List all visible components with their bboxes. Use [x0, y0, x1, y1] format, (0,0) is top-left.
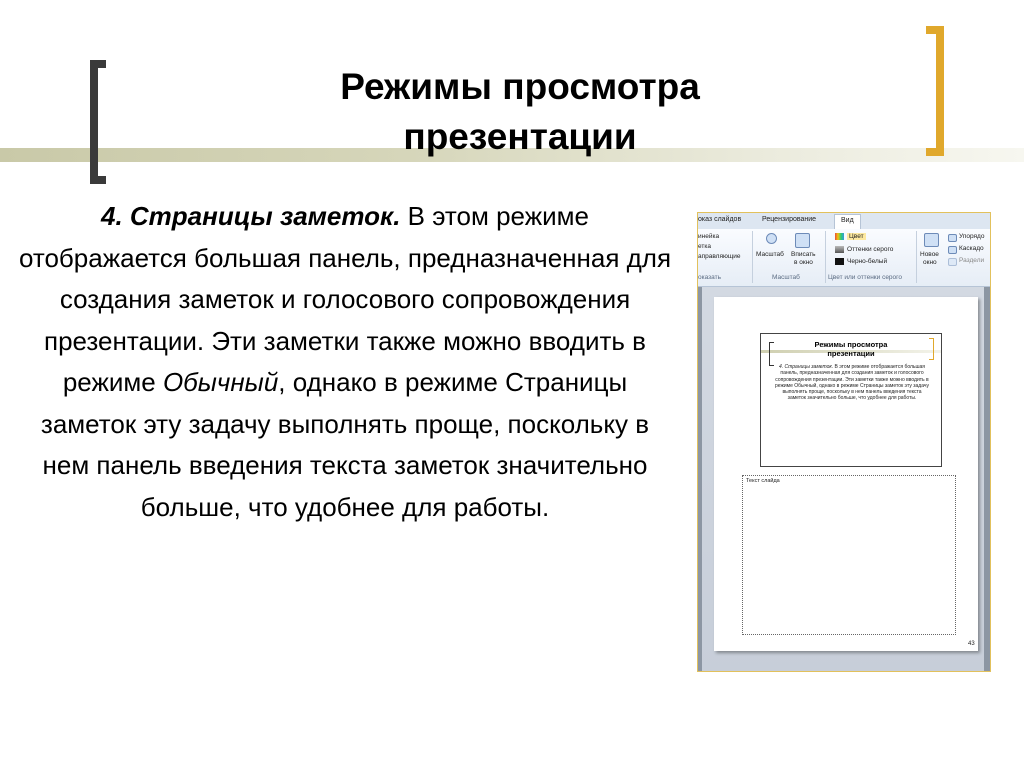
slide-title-line1: Режимы просмотра: [340, 66, 700, 107]
zoom-label: Масштаб: [756, 251, 784, 258]
arrange-all-option[interactable]: Упорядо: [959, 233, 985, 240]
ribbon-tabs: [698, 213, 991, 230]
color-group-label: Цвет или оттенки серого: [828, 274, 903, 281]
mini-slide-title: [785, 340, 917, 358]
cascade-icon: [948, 246, 957, 254]
tab-review[interactable]: Рецензирование: [762, 216, 817, 223]
body-lead: 4. Страницы заметок.: [101, 201, 401, 231]
notes-view-screenshot: [697, 212, 991, 672]
ribbon-separator: [752, 231, 753, 283]
fit-label-2: в окно: [794, 259, 813, 266]
body-end: , однако в режиме Страницы заметок эту задачу выполнять проще, поскольку в нем панель введения текста заметок значительно больше, что удобнее для работы.: [40, 367, 650, 522]
mini-right-bracket: [929, 338, 934, 360]
slide-title-line2: презентации: [403, 116, 637, 157]
body-emphasis: Обычный: [162, 367, 279, 397]
show-group-label: оказать: [698, 274, 721, 281]
notes-page-canvas: [698, 287, 991, 672]
new-window-icon[interactable]: [924, 233, 939, 247]
ribbon-separator: [825, 231, 826, 283]
slide-body-text: [14, 196, 676, 528]
guides-checkbox[interactable]: аправляющие: [698, 253, 741, 260]
mini-title-line2: презентации: [827, 349, 875, 358]
zoom-group-label: Масштаб: [772, 274, 800, 281]
mini-body-text: В этом режиме отображается большая панель, предназначенная для создания заметок и голосового сопровождения презентации. Эти заметки также можно вводить в режиме Обычный, однако в режиме Страницы заметок эту задачу выполнять проще, поскольку в нем панель введения текста заметок значительно больше, что удобнее для работы.: [775, 364, 929, 402]
tab-slide-show[interactable]: оказ слайдов: [698, 216, 742, 223]
notes-page: [714, 297, 978, 651]
left-bracket-decoration: [90, 60, 106, 184]
notes-text-area[interactable]: [742, 475, 956, 635]
mini-left-bracket: [769, 342, 774, 366]
black-white-icon: [835, 258, 844, 265]
mini-slide-body: [773, 364, 931, 402]
page-number: 43: [968, 641, 975, 647]
arrange-all-icon: [948, 234, 957, 242]
mini-lead: 4. Страницы заметок.: [778, 364, 834, 370]
grayscale-icon: [835, 246, 844, 253]
mini-title-line1: Режимы просмотра: [814, 340, 888, 349]
grid-checkbox[interactable]: етка: [698, 243, 711, 250]
ribbon-separator: [916, 231, 917, 283]
ruler-checkbox[interactable]: инейка: [698, 233, 720, 240]
slide-title: [250, 62, 790, 162]
new-window-label-1: Новое: [920, 251, 939, 258]
split-icon: [948, 258, 957, 266]
color-option[interactable]: Цвет: [849, 233, 864, 240]
tab-view[interactable]: Вид: [834, 214, 861, 229]
body-main: В этом режиме отображается большая панель, предназначенная для создания заметок и голосового сопровождения презентации. Эти заметки также можно вводить в режиме: [18, 201, 672, 397]
grayscale-option[interactable]: Оттенки серого: [847, 246, 894, 253]
new-window-label-2: окно: [923, 259, 937, 266]
fit-to-window-icon[interactable]: [795, 233, 810, 248]
split-option[interactable]: Раздели: [959, 257, 985, 264]
right-bracket-decoration: [926, 26, 944, 156]
fit-label-1: Вписать: [791, 251, 816, 258]
zoom-icon[interactable]: [766, 233, 777, 244]
ribbon-panel: [698, 229, 991, 287]
black-white-option[interactable]: Черно-белый: [847, 258, 888, 265]
notes-placeholder: Текст слайда: [746, 478, 780, 484]
cascade-option[interactable]: Каскадо: [959, 245, 984, 252]
canvas-background: [702, 287, 984, 672]
mini-slide-thumbnail[interactable]: [760, 333, 942, 467]
color-mode-icon: [835, 233, 844, 240]
